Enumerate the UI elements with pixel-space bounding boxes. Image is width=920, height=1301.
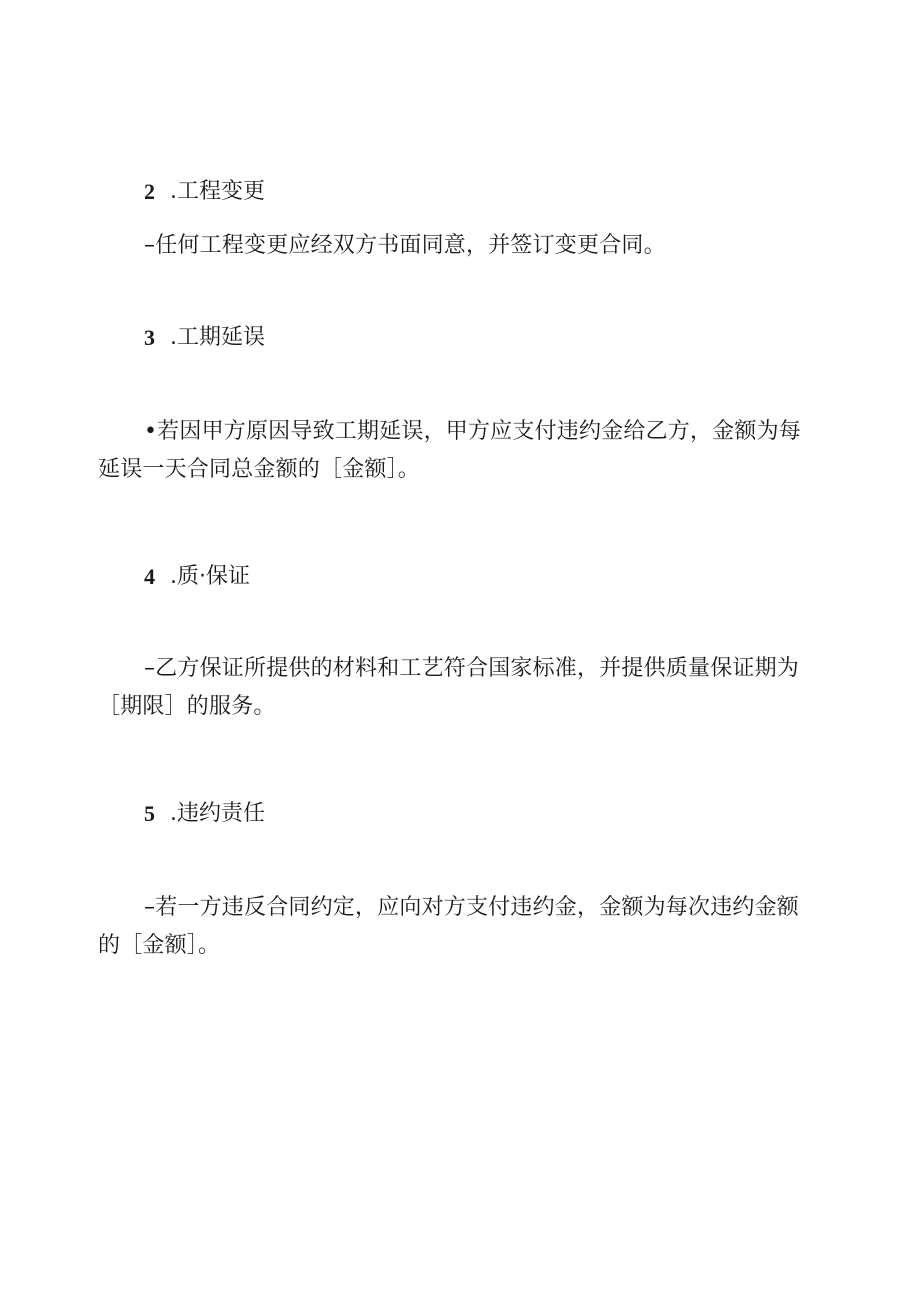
section-title: .工程变更 [170,179,265,204]
section-number: 5 [144,801,155,826]
section-number: 4 [144,564,155,589]
section-heading [144,562,250,592]
section-number: 3 [144,325,155,350]
section-heading [144,323,265,353]
section-heading [144,177,265,207]
section-number: 2 [144,179,155,204]
section-paragraph: –任何工程变更应经双方书面同意，并签订变更合同。 [144,233,666,258]
section-title: .工期延误 [170,325,265,350]
section-heading [144,799,265,829]
section-paragraph: •若因甲方原因导致工期延误，甲方应支付违约金给乙方，金额为每延误一天合同总金额的［金额］。 [98,419,801,482]
section-title: .质·保证 [170,564,250,589]
section-title: .违约责任 [170,801,265,826]
section-paragraph: –乙方保证所提供的材料和工艺符合国家标准，并提供质量保证期为［期限］的服务。 [98,656,800,719]
section-paragraph: –若一方违反合同约定，应向对方支付违约金，金额为每次违约金额的［金额］。 [98,895,800,958]
